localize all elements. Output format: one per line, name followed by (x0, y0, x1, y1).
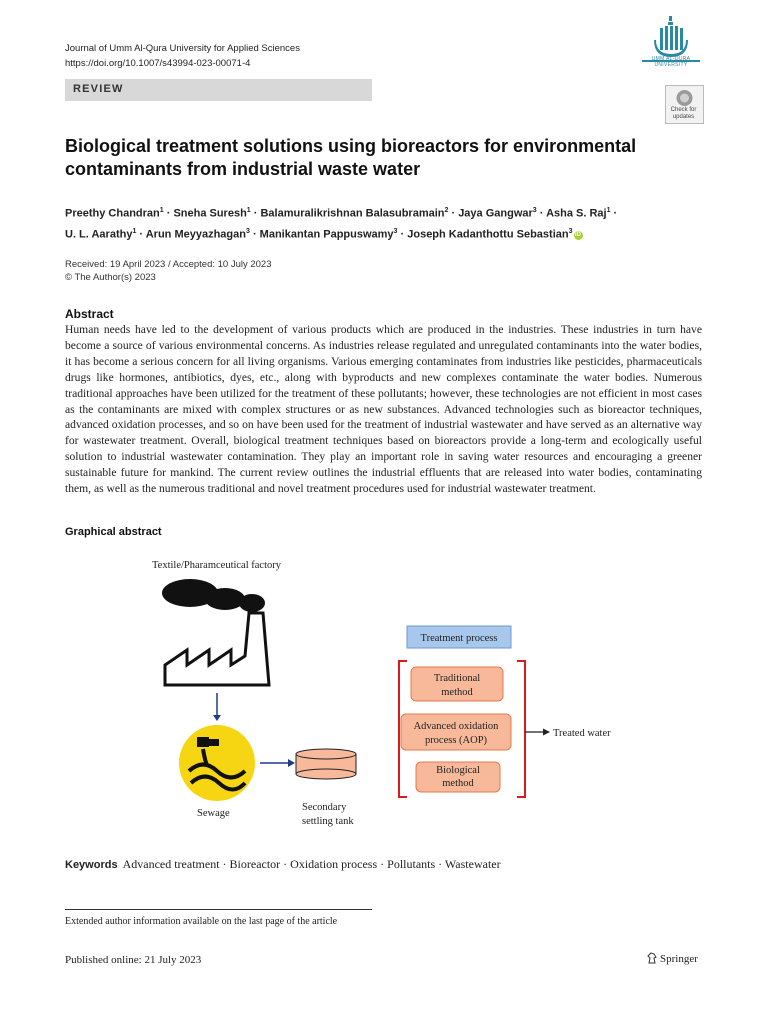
svg-text:process (AOP): process (AOP) (424, 735, 488, 746)
author[interactable]: Sneha Suresh (173, 207, 247, 220)
copyright: © The Author(s) 2023 (65, 272, 156, 283)
svg-text:method: method (442, 778, 474, 789)
published-date: Published online: 21 July 2023 (65, 954, 202, 966)
svg-text:Traditional: Traditional (433, 673, 481, 684)
footnote-divider (65, 909, 372, 910)
article-title: Biological treatment solutions using bioreactors for environmental contaminants from industrial waste water (65, 136, 637, 179)
springer-horse-icon (647, 952, 657, 964)
sewage-label: Sewage (197, 808, 230, 819)
doi-link[interactable]: https://doi.org/10.1007/s43994-023-00071-4 (65, 58, 251, 69)
svg-text:Biological: Biological (436, 765, 480, 776)
check-updates-label: Check for updates (670, 107, 697, 120)
orcid-icon[interactable]: iD (575, 232, 581, 239)
treatment-header-label: Treatment process (420, 633, 498, 644)
journal-header (65, 41, 300, 71)
author[interactable]: U. L. Aarathy (65, 228, 133, 241)
factory-label: Textile/Pharamceutical factory (152, 560, 281, 571)
settling-tank-icon (296, 749, 356, 779)
factory-icon (162, 579, 269, 685)
sewage-icon (179, 725, 255, 801)
check-updates-icon (666, 86, 703, 108)
author-list: Preethy Chandran$^1$ · Sneha Suresh$^1$ · Balamuralikrishnan Balasubramain$^2$ · Jaya Gangwar$^3$ · Asha S. Raj$^1$ · U. L. Aarathy$^1$ · Arun Meyyazhagan$^3$ · Manikantan Pappuswamy$^3$ · Joseph Kadanthottu Sebastian$^3$iD (65, 207, 618, 241)
received-accepted: Received: 19 April 2023 / Accepted: 10 July 2023 (65, 259, 272, 270)
tank-label-2: settling tank (302, 816, 354, 827)
abstract-text: Human needs have led to the development of various products which are produced in the industries. These industries in turn have become a source of various environmental concerns. As industries release regulated and unregulated contaminants into the water bodies, it has become a serious concern for all living organisms. Various emerging contaminates from industries like pesticides, pharmaceuticals drugs like hormones, antibiotics, dyes, etc., along with byproducts and new complexes contaminate the water bodies. Numerous traditional approaches have been utilized for the treatment of these pollutants; however, these technologies are not efficient in most cases as the contaminants are mixed with complex structures or as new substances. Advanced technologies such as bioreactor techniques, advanced oxidation processes, and so on have been used for the treatment of industrial wastewater and have served as an alternative way for wastewater treatment. Overall, biological treatment techniques based on bioreactors provide a long-term and ecologically useful solution to industrial wastewater contamination. They play an important role in saving water resources and encouraging a greener sustainable future for mankind. The current review outlines the industrial effluents that are released into water bodies, contaminating them, as well as the numerous traditional and novel treatment procedures used for industrial wastewater treatment. (65, 323, 702, 496)
article-type-label: REVIEW (73, 83, 124, 95)
treated-water-label: Treated water (553, 728, 611, 739)
svg-text:Advanced oxidation: Advanced oxidation (413, 721, 499, 732)
author[interactable]: Jaya Gangwar (458, 207, 533, 220)
keywords-label: Keywords (65, 859, 118, 871)
tank-label-1: Secondary (302, 802, 347, 813)
svg-text:method: method (441, 687, 473, 698)
article-dates (65, 258, 272, 284)
right-bracket (517, 661, 525, 797)
author[interactable]: Balamuralikrishnan Balasubramain (260, 207, 445, 220)
author[interactable]: Manikantan Pappuswamy (259, 228, 394, 241)
author[interactable]: Asha S. Raj (546, 207, 607, 220)
author[interactable]: Preethy Chandran (65, 207, 160, 220)
university-logo-text: UMM AL-QURA UNIVERSITY (651, 56, 691, 68)
publisher (647, 952, 698, 965)
footnote: Extended author information available on the last page of the article (65, 916, 338, 927)
journal-name: Journal of Umm Al-Qura University for Applied Sciences (65, 43, 300, 54)
graphical-abstract-figure (145, 553, 625, 831)
graphical-abstract-heading: Graphical abstract (65, 526, 162, 538)
author[interactable]: Joseph Kadanthottu Sebastian (407, 228, 569, 241)
author[interactable]: Arun Meyyazhagan (145, 228, 246, 241)
abstract-heading: Abstract (65, 307, 114, 321)
publisher-name: Springer (660, 953, 698, 965)
keywords (65, 857, 501, 872)
keywords-list: Advanced treatment · Bioreactor · Oxidation process · Pollutants · Wastewater (122, 857, 501, 871)
